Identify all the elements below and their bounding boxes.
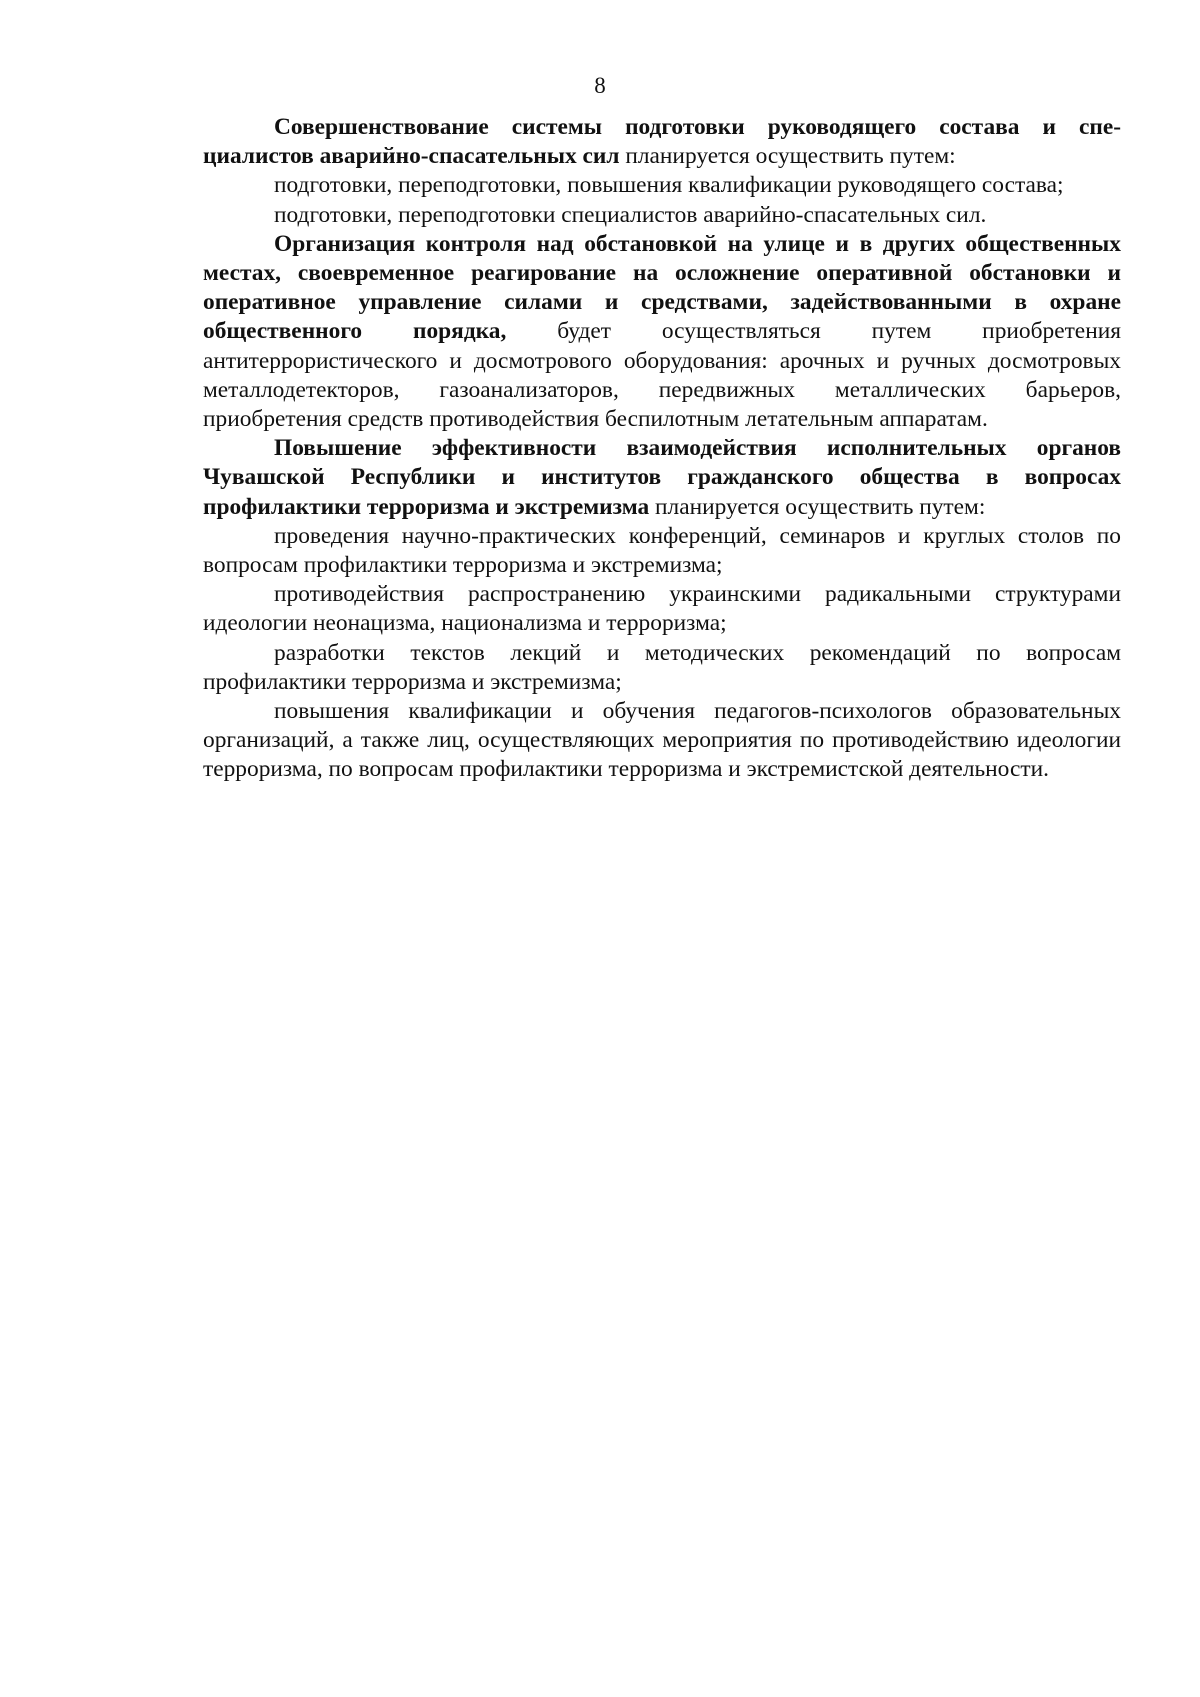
paragraph-text: будет осуществляться путем приобретения антитеррористического и досмотрового оборудования: арочных и ручных досмотровых металлодетекторов, газоанализаторов, передвижных металлических барьеров, приобретения средств противодействия беспилотным летательным аппаратам. xyxy=(203,318,1121,433)
list-item xyxy=(203,639,1121,697)
list-item xyxy=(203,171,1121,200)
list-item xyxy=(203,201,1121,230)
paragraph-text: планируется осуществить путем: xyxy=(619,143,956,170)
paragraph-text: проведения научно-практических конференций, семинаров и круглых столов по вопросам профилактики терроризма и экстремизма; xyxy=(203,522,1121,579)
paragraph-text: подготовки, переподготовки, повышения квалификации руководящего состава; xyxy=(274,172,1064,199)
paragraph-text: разработки текстов лекций и методических рекомендаций по вопросам профилактики терроризма и экстремизма; xyxy=(203,639,1121,695)
list-item xyxy=(203,580,1121,638)
list-item xyxy=(203,522,1121,580)
paragraph-heading: Совершенствование системы подготовки руководящего состава и специалистов аварийно-спасательных сил xyxy=(203,114,1121,170)
paragraph-public-order xyxy=(203,230,1121,434)
paragraph-training xyxy=(203,113,1121,171)
paragraph-heading: Организация контроля над обстановкой на улице и в других общественных местах, своевременное реагирование на осложнение оперативной обстановки и оперативное управление силами и средствами, задействованными в охране общественного порядка, xyxy=(203,230,1121,345)
paragraph-text: противодействия распространению украинскими радикальными структурами идеологии неонацизма, национализма и терроризма; xyxy=(203,581,1121,637)
list-item xyxy=(203,697,1121,785)
paragraph-text: подготовки, переподготовки специалистов аварийно-спасательных сил. xyxy=(274,201,987,228)
body-text xyxy=(203,113,1121,785)
paragraph-cooperation xyxy=(203,434,1121,522)
page-number: 8 xyxy=(594,73,606,98)
paragraph-heading: Повышение эффективности взаимодействия исполнительных органов Чувашской Республики и институтов гражданского общества в вопросах профилактики терроризма и экстремизма xyxy=(203,435,1121,520)
paragraph-text: повышения квалификации и обучения педагогов-психологов образовательных организаций, а также лиц, осуществляющих мероприятия по противодействию идеологии терроризма, по вопросам профилактики терроризма и экстремистской деятельности. xyxy=(203,698,1121,783)
paragraph-text: планируется осуществить путем: xyxy=(649,493,986,520)
